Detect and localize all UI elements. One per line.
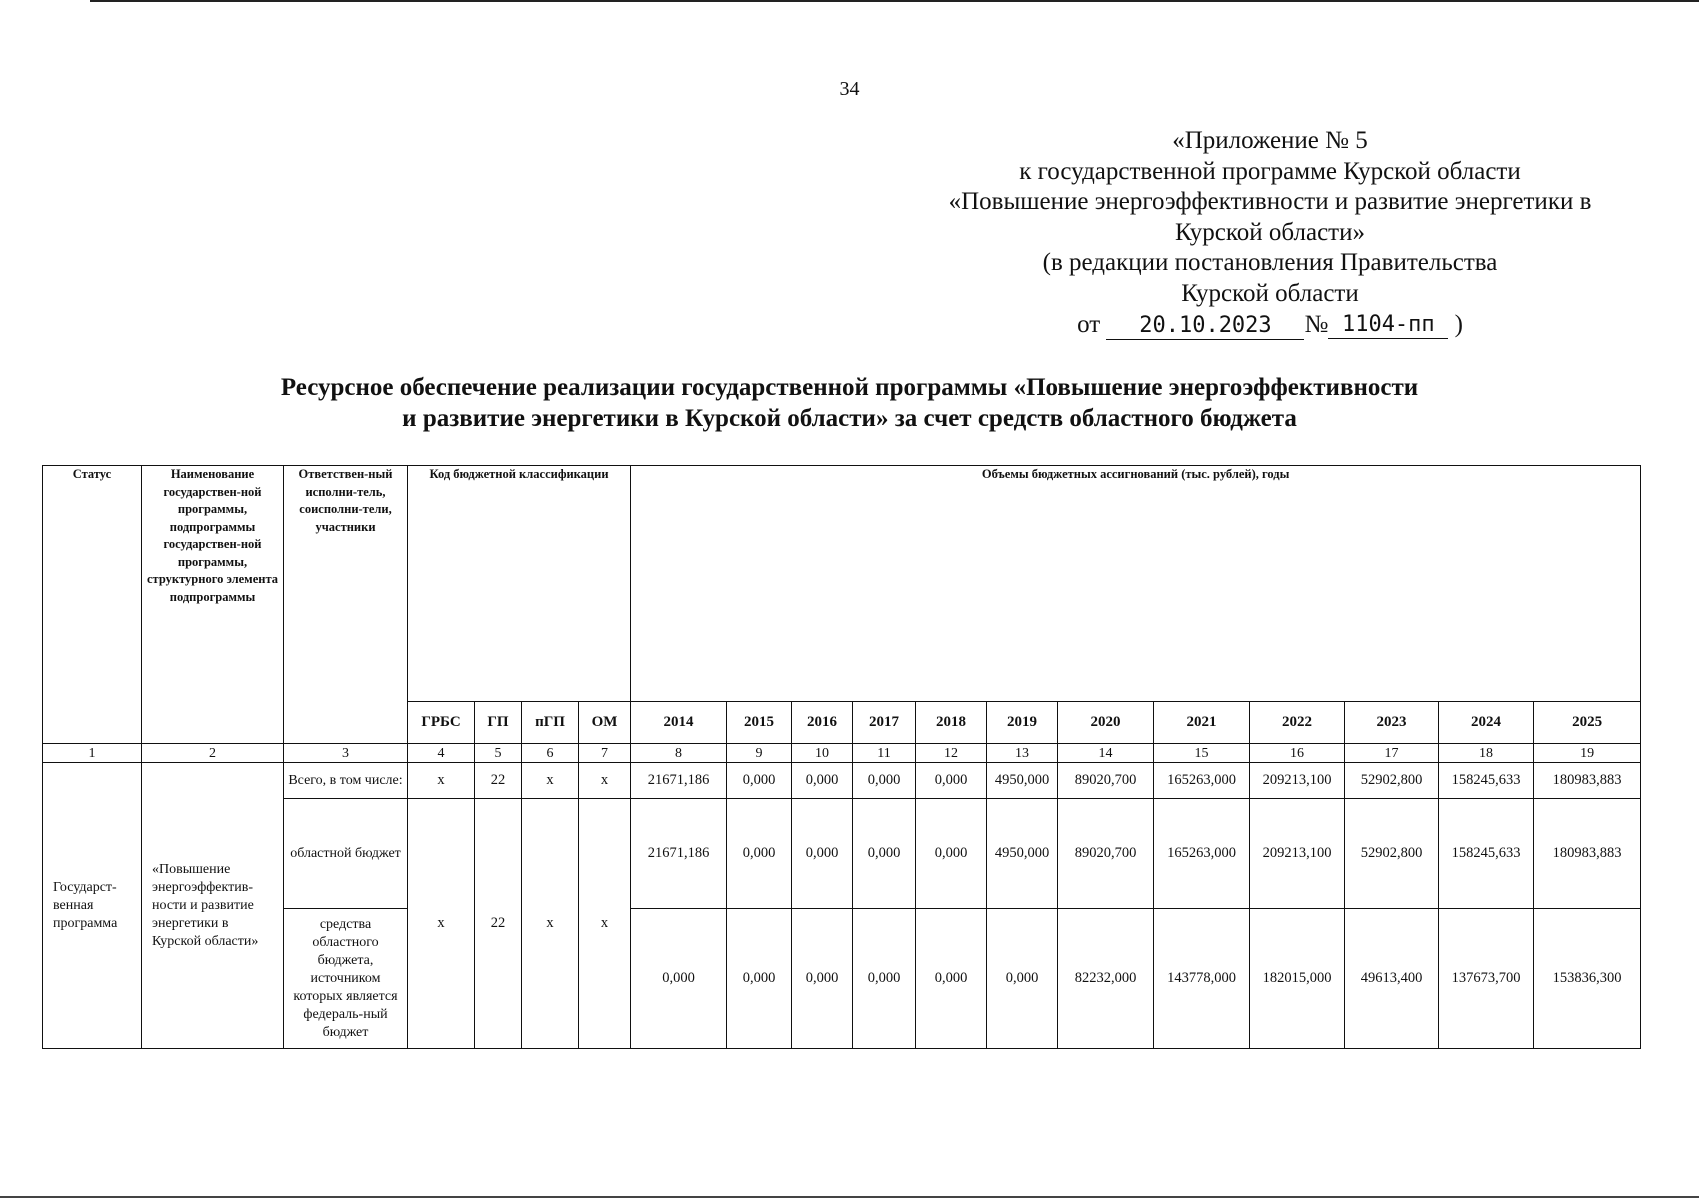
header-year-2020: 2020 — [1058, 702, 1154, 744]
appendix-decree-line — [880, 310, 1660, 341]
program-status: Государст-венная программа — [43, 763, 142, 1049]
column-number: 12 — [916, 744, 987, 763]
value-cell: 21671,186 — [631, 763, 727, 799]
appendix-line-6: Курской области — [1181, 279, 1359, 307]
code-grbs-total: х — [408, 763, 475, 799]
column-number: 15 — [1154, 744, 1250, 763]
column-number: 10 — [792, 744, 853, 763]
appendix-line-5: (в редакции постановления Правительства — [1042, 249, 1498, 277]
header-row — [43, 466, 1641, 702]
appendix-line-1: «Приложение № 5 — [1172, 127, 1368, 154]
column-number: 17 — [1345, 744, 1439, 763]
header-year-2022: 2022 — [1250, 702, 1345, 744]
close-paren: ) — [1454, 310, 1463, 338]
value-cell: 158245,633 — [1439, 799, 1534, 909]
header-grbs: ГРБС — [408, 702, 475, 744]
code-gp: 22 — [475, 799, 522, 1049]
value-cell: 209213,100 — [1250, 763, 1345, 799]
value-cell: 153836,300 — [1534, 909, 1641, 1049]
value-cell: 158245,633 — [1439, 763, 1534, 799]
header-year-2025: 2025 — [1534, 702, 1641, 744]
value-cell: 52902,800 — [1345, 799, 1439, 909]
column-number: 8 — [631, 744, 727, 763]
value-cell: 0,000 — [853, 763, 916, 799]
budget-table — [42, 465, 1641, 1049]
value-cell: 0,000 — [916, 909, 987, 1049]
header-status: Статус — [43, 466, 142, 744]
column-number-row — [43, 744, 1641, 763]
document-title — [0, 372, 1699, 434]
header-volumes: Объемы бюджетных ассигнований (тыс. рублей), годы — [631, 466, 1641, 702]
table-row-total — [43, 763, 1641, 799]
appendix-line-2: к государственной программе Курской области — [1019, 157, 1521, 185]
column-number: 2 — [142, 744, 284, 763]
value-cell: 0,000 — [792, 909, 853, 1049]
value-cell: 82232,000 — [1058, 909, 1154, 1049]
value-cell: 0,000 — [631, 909, 727, 1049]
appendix-line-3: «Повышение энергоэффективности и развитие энергетики в — [948, 188, 1592, 216]
column-number: 6 — [522, 744, 579, 763]
value-cell: 137673,700 — [1439, 909, 1534, 1049]
header-name: Наименование государствен-ной программы, подпрограммы государствен-ной программы, структурного элемента подпрограммы — [142, 466, 284, 744]
code-gp-total: 22 — [475, 763, 522, 799]
value-cell: 0,000 — [916, 799, 987, 909]
column-number: 18 — [1439, 744, 1534, 763]
value-cell: 4950,000 — [987, 799, 1058, 909]
code-om: х — [579, 799, 631, 1049]
decree-date: 20.10.2023 — [1106, 313, 1304, 340]
title-line-1: Ресурсное обеспечение реализации государственной программы «Повышение энергоэффективности — [280, 374, 1419, 401]
value-cell: 0,000 — [727, 909, 792, 1049]
column-number: 7 — [579, 744, 631, 763]
title-line-2: и развитие энергетики в Курской области» за счет средств областного бюджета — [402, 405, 1297, 432]
header-gp: ГП — [475, 702, 522, 744]
value-cell: 0,000 — [792, 799, 853, 909]
value-cell: 143778,000 — [1154, 909, 1250, 1049]
value-cell: 0,000 — [792, 763, 853, 799]
value-cell: 180983,883 — [1534, 799, 1641, 909]
appendix-header — [880, 126, 1660, 340]
value-cell: 89020,700 — [1058, 763, 1154, 799]
value-cell: 89020,700 — [1058, 799, 1154, 909]
header-year-2024: 2024 — [1439, 702, 1534, 744]
column-number: 13 — [987, 744, 1058, 763]
value-cell: 52902,800 — [1345, 763, 1439, 799]
header-budget-code: Код бюджетной классификации — [408, 466, 631, 702]
column-number: 19 — [1534, 744, 1641, 763]
decree-number: 1104-пп — [1328, 312, 1448, 339]
value-cell: 0,000 — [916, 763, 987, 799]
value-cell: 0,000 — [853, 909, 916, 1049]
row-label-regional: областной бюджет — [284, 799, 408, 909]
column-number: 4 — [408, 744, 475, 763]
value-cell: 0,000 — [853, 799, 916, 909]
row-label-federal: средства областного бюджета, источником которых является федераль-ный бюджет — [284, 909, 408, 1049]
column-number: 5 — [475, 744, 522, 763]
header-responsible: Ответствен-ный исполни-тель, соисполни-тели, участники — [284, 466, 408, 744]
value-cell: 182015,000 — [1250, 909, 1345, 1049]
column-number: 9 — [727, 744, 792, 763]
value-cell: 0,000 — [987, 909, 1058, 1049]
column-number: 1 — [43, 744, 142, 763]
header-pgp: пГП — [522, 702, 579, 744]
row-label-total: Всего, в том числе: — [284, 763, 408, 799]
header-year-2015: 2015 — [727, 702, 792, 744]
header-year-2021: 2021 — [1154, 702, 1250, 744]
header-year-2017: 2017 — [853, 702, 916, 744]
column-number: 11 — [853, 744, 916, 763]
code-pgp: х — [522, 799, 579, 1049]
value-cell: 165263,000 — [1154, 799, 1250, 909]
value-cell: 49613,400 — [1345, 909, 1439, 1049]
from-label: от — [1077, 310, 1101, 338]
column-number: 3 — [284, 744, 408, 763]
column-number: 14 — [1058, 744, 1154, 763]
value-cell: 0,000 — [727, 799, 792, 909]
header-year-2014: 2014 — [631, 702, 727, 744]
number-label: № — [1304, 310, 1329, 338]
header-year-2023: 2023 — [1345, 702, 1439, 744]
header-year-2016: 2016 — [792, 702, 853, 744]
value-cell: 21671,186 — [631, 799, 727, 909]
header-om: ОМ — [579, 702, 631, 744]
value-cell: 4950,000 — [987, 763, 1058, 799]
program-name: «Повышение энергоэффектив-ности и развитие энергетики в Курской области» — [142, 763, 284, 1049]
header-year-2019: 2019 — [987, 702, 1058, 744]
value-cell: 209213,100 — [1250, 799, 1345, 909]
appendix-line-4: Курской области» — [1175, 218, 1365, 246]
code-om-total: х — [579, 763, 631, 799]
value-cell: 180983,883 — [1534, 763, 1641, 799]
value-cell: 165263,000 — [1154, 763, 1250, 799]
header-year-2018: 2018 — [916, 702, 987, 744]
column-number: 16 — [1250, 744, 1345, 763]
value-cell: 0,000 — [727, 763, 792, 799]
top-border-line — [90, 0, 1699, 2]
bottom-border-line — [0, 1196, 1699, 1198]
code-pgp-total: х — [522, 763, 579, 799]
page-number: 34 — [839, 78, 860, 100]
code-grbs: х — [408, 799, 475, 1049]
